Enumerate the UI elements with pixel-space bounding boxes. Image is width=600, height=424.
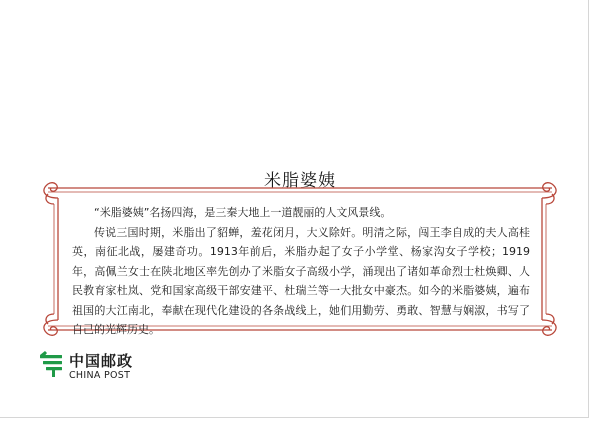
china-post-logo	[38, 350, 158, 386]
logo-chinese-name: 中国邮政	[69, 352, 134, 370]
page-title: 米脂婆姨	[264, 171, 336, 191]
logo-english-name: CHINA POST	[69, 370, 131, 381]
china-post-emblem-icon	[38, 350, 66, 378]
paragraph-history: 传说三国时期，米脂出了貂蝉，羞花闭月，大义除奸。明清之际，闯王李自成的夫人高桂英，南征北战，屡建奇功。1913年前后，米脂办起了女子小学堂、杨家沟女子学校；1919年，高佩兰女士在陕北地区率先创办了米脂女子高级小学，涌现出了诸如革命烈士杜焕卿、人民教育家杜岚、党和国家高级干部安建平、杜瑞兰等一大批女中豪杰。如今的米脂婆姨，遍布祖国的大江南北，奉献在现代化建设的各条战线上，她们用勤劳、勇敢、智慧与娴淑，书写了自己的光辉历史。	[72, 225, 530, 336]
card-body	[72, 203, 530, 340]
paragraph-intro: “米脂婆姨”名扬四海，是三秦大地上一道靓丽的人文风景线。	[94, 206, 392, 219]
